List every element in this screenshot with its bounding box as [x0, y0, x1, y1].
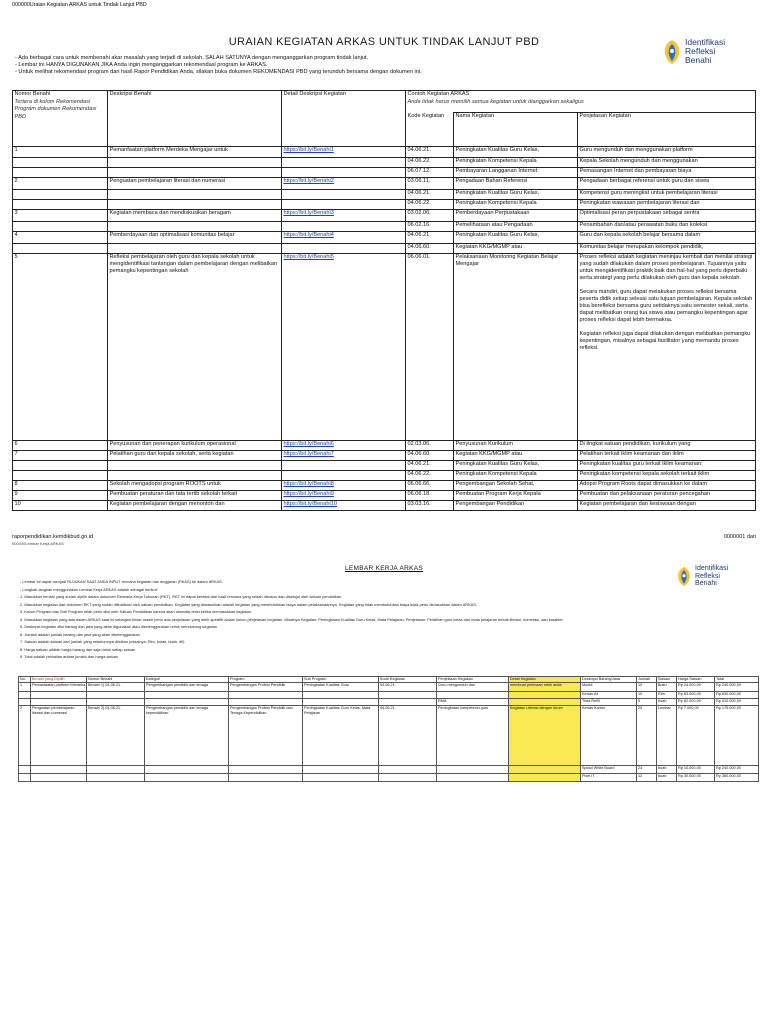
- penjelasan-text: Pembuatan dan pelaksanaan peraturan pencegahan: [579, 491, 711, 497]
- row-number: 6: [13, 441, 108, 451]
- lembar-cell: [379, 766, 437, 774]
- lembar-header-cell: Kategori: [145, 677, 229, 683]
- row-penjelasan: [578, 471, 756, 481]
- header-detail: Detail Deskripsi Kegiatan: [282, 91, 406, 147]
- lembar-cell: Pengembangan pendidik dan tenaga: [145, 683, 229, 692]
- lembar-cell: [303, 692, 379, 699]
- row-nama: Pemberdayaan Perpustakaan: [454, 210, 578, 222]
- lembar-cell: 04.06.21.: [379, 706, 437, 766]
- row-kode: 04.06.21.: [406, 147, 454, 158]
- lembar-cell: [19, 699, 31, 706]
- benahi-link[interactable]: https://bit.ly/Benahi3: [283, 210, 334, 216]
- identifikasi-refleksi-benahi-logo: [676, 565, 760, 595]
- table-row: [13, 451, 756, 461]
- lembar-row: [19, 766, 759, 774]
- row-number: [13, 461, 108, 471]
- table-row: [13, 222, 756, 232]
- penjelasan-text: Peningkatan kompetensi kepala sekolah terkait iklim: [579, 471, 710, 477]
- lembar-header-cell: Harga Satuan: [677, 677, 715, 683]
- note-line: - Ada berbagai cara untuk membenahi akar masalah yang terjadi di sekolah. SALAH SATUNYA dengan menganggarkan program tindak lanjut.: [15, 55, 369, 61]
- page-title: URAIAN KEGIATAN ARKAS UNTUK TINDAK LANJUT PBD: [228, 36, 540, 48]
- lembar-row: [19, 774, 759, 782]
- uraian-table: [12, 90, 756, 511]
- lembar-cell: Rp 7.000,00: [677, 706, 715, 766]
- lembar-header-cell: Sub Program: [303, 677, 379, 683]
- row-detail-cell: [282, 200, 406, 210]
- row-nama: Peningkatan Kompetensi Kepala: [454, 200, 578, 210]
- row-description: [108, 200, 282, 210]
- row-number: 4: [13, 232, 108, 244]
- lembar-cell: buah: [657, 766, 677, 774]
- row-nama: Pengembangan Pendidikan: [454, 501, 578, 511]
- lembar-cell: Peningkatan kompetensi guru: [437, 706, 509, 766]
- lembar-cell: Buku: [657, 683, 677, 692]
- row-kode: 04.06.22.: [406, 471, 454, 481]
- table-row: [13, 441, 756, 451]
- row-description: [108, 222, 282, 232]
- logo-text: Identifikasi Refleksi Benahi: [695, 565, 729, 588]
- row-penjelasan: [578, 168, 756, 178]
- lembar-cell: 2: [19, 706, 31, 766]
- penjelasan-text: Adopsi Program Roots dapat dimasukkan ke dalam: [579, 481, 707, 487]
- row-number: 1: [13, 147, 108, 158]
- lembar-cell: [19, 774, 31, 782]
- table-row: [13, 200, 756, 210]
- lembar-header-cell: No.: [19, 677, 31, 683]
- lembar-header-cell: Detail Kegiatan: [509, 677, 581, 683]
- row-kode: 03.02.06.: [406, 210, 454, 222]
- benahi-link[interactable]: https://bit.ly/Benahi8: [283, 481, 334, 487]
- row-description: [108, 190, 282, 200]
- row-nama: Pengadaan Bahan Referensi: [454, 178, 578, 190]
- row-kode: 06.06.66.: [406, 481, 454, 491]
- row-description: Pemberdayaan dan optimalisasi komunitas belajar: [108, 232, 282, 244]
- row-description: Kegiatan membaca dan mendiskusikan beragam: [108, 210, 282, 222]
- lembar-cell: 5: [637, 699, 657, 706]
- row-detail-cell: [282, 461, 406, 471]
- table-body: [13, 147, 756, 511]
- note-line: - Untuk melihat rekomendasi program dari hasil Rapor Pendidikan Anda, silakan buka dokumen REKOMENDASI PBD yang terunduh bersama dengan dokumen ini.: [15, 69, 422, 76]
- penjelasan-text: Guru dan kepala sekolah belajar bersama dalam: [579, 232, 701, 238]
- row-kode: 04.06.21.: [406, 232, 454, 244]
- row-number: 3: [13, 210, 108, 222]
- benahi-link[interactable]: https://bit.ly/Benahi10: [283, 501, 337, 507]
- lembar-kerja-title: LEMBAR KERJA ARKAS: [344, 565, 423, 572]
- lembar-cell: [509, 699, 581, 706]
- row-nama: Pemeliharaan atau Pengadaan: [454, 222, 578, 232]
- lembar-kerja-table: [18, 676, 759, 782]
- row-detail-cell: [282, 178, 406, 190]
- row-detail-cell: [282, 254, 406, 441]
- penjelasan-text: Guru mengunduh dan menggunakan platform: [579, 147, 693, 153]
- row-description: [108, 461, 282, 471]
- lembar-header-cell: Total: [715, 677, 759, 683]
- row-kode: 06.06.18.: [406, 491, 454, 501]
- row-penjelasan: [578, 232, 756, 244]
- lembar-header-cell: Program: [229, 677, 303, 683]
- lembar-cell: [145, 692, 229, 699]
- instruction-line: 8. Harga satuan adalah harga barang dan saja untuk setiap satuan: [20, 646, 136, 652]
- benahi-link[interactable]: https://bit.ly/Benahi5: [283, 254, 334, 260]
- lembar-cell: Rp 410.000,00: [715, 699, 759, 706]
- row-kode: 06.07.12.: [406, 168, 454, 178]
- lembar-cell: Kegiatan Literasi dengan forum: [509, 706, 581, 766]
- lembar-cell: [509, 774, 581, 782]
- lembar-cell: Rp 10.000,00: [677, 766, 715, 774]
- lembar-cell: [379, 774, 437, 782]
- row-kode: 03.03.16.: [406, 501, 454, 511]
- table-row: [13, 491, 756, 501]
- row-nama: Peningkatan Kompetensi Kepala: [454, 158, 578, 168]
- penjelasan-text: Kegiatan refleksi juga dapat dilakukan dengan melibatkan pemangku kepentingan, misalnya sebagai fasilitator yang memandu proses refleksi.: [579, 331, 751, 351]
- notes: [15, 55, 655, 77]
- lembar-cell: Rp 24.000,00: [677, 683, 715, 692]
- logo-text: Identifikasi Refleksi Benahi: [685, 37, 726, 65]
- table-row: [13, 147, 756, 158]
- row-penjelasan: [578, 451, 756, 461]
- lembar-cell: Rp 175.000,00: [715, 706, 759, 766]
- instruction-line: 3. Kolom Program dan Sub Program telah perlu diisi oleh Satuan Pendidikan karena akan otomatis terisi ketika memasukkan kegiatan.: [20, 609, 253, 614]
- table-row: [13, 232, 756, 244]
- row-number: 5: [13, 254, 108, 441]
- row-detail-cell: [282, 168, 406, 178]
- penjelasan-text: Pelatihan terkait iklim keamanan dan iklim: [579, 451, 684, 457]
- row-description: Penyusunan dan penerapan kurikulum operasional: [108, 441, 282, 451]
- benahi-link[interactable]: https://bit.ly/Benahi9: [283, 491, 334, 497]
- row-description: Pembuatan peraturan dan tata tertib sekolah terkait: [108, 491, 282, 501]
- lembar-cell: [87, 774, 145, 782]
- instruction-line: 2. Masukkan kegiatan dari dokumen RKT yang sudah difinalisasi oleh satuan pendidikan. Kegiatan yang dimasukkan adalah kegiatan yang membutuhkan biaya dalam pelaksanaannya. Kegiatan yang tidak membutuhkan biaya tidak perlu dimasukkan dalam ARKAS.: [20, 601, 477, 607]
- lembar-row: [19, 699, 759, 706]
- lembar-cell: Peningkatan Kualitas Guru Kelas, Mata Pelajaran: [303, 706, 379, 766]
- row-nama: Peningkatan Kompetensi Kepala: [454, 471, 578, 481]
- row-nama: Pengembangan Sekolah Sehat,: [454, 481, 578, 491]
- row-nama: Pembuatan Program Kerja Kepala: [454, 491, 578, 501]
- table-row: [13, 158, 756, 168]
- lembar-cell: [31, 774, 87, 782]
- lembar-cell: [229, 774, 303, 782]
- lembar-cell: Kertas A4: [581, 692, 637, 699]
- lembar-cell: Benahi 2) 04.06.21.: [87, 706, 145, 766]
- instruction-line: 4. Masukkan kegiatan yang ada dalam ARKAS saat ini sebagian besar masih perlu ada penjelasan yang lebih spesifik dalam kolom penjelasan kegiatan. Misalnya Kegiatan: Peningkatan Kualitas Guru Kelas, Mata Pelajaran; Penjelasan: Pelatihan guru kelas dan mata pelajaran terkait literasi, numerasi, dan karakter.: [20, 616, 564, 622]
- row-description: Penguatan pembelajaran literasi dan numerasi: [108, 178, 282, 190]
- lembar-cell: [229, 692, 303, 699]
- lembar-cell: [87, 766, 145, 774]
- row-penjelasan: [578, 491, 756, 501]
- row-number: 9: [13, 491, 108, 501]
- row-number: 2: [13, 178, 108, 190]
- penjelasan-text: Secara mandiri, guru dapat melakukan proses refleksi bersama peserta didik setiap selesai satu tujuan pembelajaran. Kepala sekolah bisa berefleksi bersama guru setidaknya satu semester sekali, serta dapat melibatkan orang tua siswa atau pemangku kepentingan agar proses refleksi dapat lebih bermakna.: [579, 289, 753, 323]
- footer-url[interactable]: raporpendidikan.kemdikbud.go.id: [12, 534, 94, 540]
- instruction-line: 5. Deskripsi kegiatan diisi barang dan jasa yang akan digunakan atau diselenggarakan untuk mendukung kegiatan: [20, 624, 218, 629]
- penjelasan-text: Kepala Sekolah mengunduh dan menggunakan: [579, 158, 698, 164]
- lembar-cell: Lembar: [657, 706, 677, 766]
- penjelasan-text: Komunitas belajar merupakan kelompok pendidik,: [579, 244, 704, 250]
- penjelasan-text: Pengadaan berbagai referensi untuk guru dan siswa: [579, 178, 710, 184]
- penjelasan-text: Di tingkat satuan pendidikan, kurikulum yang: [579, 441, 691, 447]
- row-number: 8: [13, 481, 108, 491]
- row-penjelasan: [578, 244, 756, 254]
- row-description: [108, 244, 282, 254]
- instruction-line: - Lembar ini dapat menjadi RUJUKAN SAAT ANDA INPUT rencana kegiatan dan anggaran (RKAS) ke dalam ARKAS.: [20, 579, 223, 584]
- lembar-instructions: [20, 578, 680, 661]
- instruction-line: 1. Masukkan benahi yang sudah dipilih dalam dokumen Rencana Kerja Tahunan (RKT). RKT ini dapat berasal dari hasil rencana yang sudah disusun dan disetujui oleh satuan pendidikan.: [20, 594, 343, 599]
- lembar-cell: Pengembangan Profesi Pendidik: [229, 683, 303, 692]
- lembar-body: [19, 683, 759, 782]
- row-detail-cell: [282, 501, 406, 511]
- row-nama: Kegiatan KKG/MGMP atau: [454, 451, 578, 461]
- row-penjelasan: [578, 178, 756, 190]
- penjelasan-text: Kompetensi guru meningkat untuk pembelajaran literasi: [579, 190, 718, 196]
- penjelasan-text: Kegiatan pembelajaran dan kesiswaan dengan: [579, 501, 696, 507]
- lembar-cell: 10: [637, 683, 657, 692]
- lembar-header-cell: Kode Kegiatan: [379, 677, 437, 683]
- lembar-cell: Rp 240.000,00: [715, 683, 759, 692]
- row-kode: 06.06.01.: [406, 254, 454, 441]
- lembar-cell: Penguatan pembelajaran literasi dan numerasi: [31, 706, 87, 766]
- row-detail-cell: [282, 147, 406, 158]
- row-kode: 02.03.06.: [406, 441, 454, 451]
- row-description: Sekolah mengadopsi program ROOTS untuk: [108, 481, 282, 491]
- lembar-cell: [31, 692, 87, 699]
- note-line: - Lembar ini HANYA DIGUNAKAN JIKA Anda ingin menganggarkan rekomendasi program ke ARKAS.: [15, 62, 268, 69]
- lembar-header-cell: Benahi yang Dipilih: [31, 677, 87, 683]
- penjelasan-text: Peningkatan kualitas guru terkait iklim keamanan:: [579, 461, 703, 467]
- lembar-cell: [19, 766, 31, 774]
- row-detail-cell: [282, 222, 406, 232]
- benahi-link[interactable]: https://bit.ly/Benahi1: [283, 147, 334, 153]
- lembar-cell: Modul: [581, 683, 637, 692]
- row-description: [108, 158, 282, 168]
- row-kode: 04.06.21.: [406, 190, 454, 200]
- lembar-cell: [145, 699, 229, 706]
- lembar-header-cell: Nomor Benahi: [87, 677, 145, 683]
- table-row: [13, 244, 756, 254]
- row-nama: Peningkatan Kualitas Guru Kelas,: [454, 190, 578, 200]
- row-penjelasan: [578, 461, 756, 471]
- row-detail-cell: [282, 481, 406, 491]
- benahi-link[interactable]: https://bit.ly/Benahi7: [283, 451, 334, 457]
- row-penjelasan: [578, 254, 756, 441]
- row-penjelasan: [578, 147, 756, 158]
- penjelasan-text: Pemasangan Internet dan pembayaran biaya: [579, 168, 692, 174]
- row-kode: 04.06.21.: [406, 461, 454, 471]
- lembar-cell: Rp 82.000,00: [677, 699, 715, 706]
- row-number: [13, 471, 108, 481]
- lembar-cell: Pixel IT: [581, 774, 637, 782]
- lembar-cell: buah: [657, 699, 677, 706]
- lembar-cell: Rp 240.000,00: [715, 766, 759, 774]
- table-row: [13, 254, 756, 441]
- lembar-cell: [437, 766, 509, 774]
- row-detail-cell: [282, 158, 406, 168]
- header-penjelasan: Penjelasan Kegiatan: [578, 113, 756, 147]
- instruction-line: 7. Satuan adalah satuan dari jumlah yang sebelumnya diisikan (misalnya: Rim, kotak, buah, dll): [20, 639, 185, 644]
- row-penjelasan: [578, 200, 756, 210]
- lembar-cell: Spidol White Board: [581, 766, 637, 774]
- lembar-cell: 24: [637, 766, 657, 774]
- row-number: [13, 222, 108, 232]
- identifikasi-refleksi-benahi-logo: [662, 38, 758, 72]
- footer-page: 0000001 dari: [723, 534, 756, 540]
- row-penjelasan: [578, 501, 756, 511]
- lembar-cell: [303, 774, 379, 782]
- lembar-cell: [303, 766, 379, 774]
- row-detail-cell: [282, 451, 406, 461]
- lembar-header-cell: Deskripsi Barang/Jasa: [581, 677, 637, 683]
- document-code: 000000Uraian Kegiatan ARKAS untuk Tindak Lanjut PBD: [12, 2, 147, 8]
- row-detail-cell: [282, 441, 406, 451]
- table-row: [13, 178, 756, 190]
- lembar-cell: Peningkatan Kualitas Guru: [303, 683, 379, 692]
- header-nama: Nama Kegiatan: [454, 113, 578, 147]
- lembar-cell: [229, 699, 303, 706]
- row-nama: Peningkatan Kualitas Guru Kelas,: [454, 232, 578, 244]
- lembar-cell: [509, 692, 581, 699]
- footer-sub: 000000Lembar Kerja ARKAS: [12, 541, 64, 546]
- lembar-row: [19, 683, 759, 692]
- row-penjelasan: [578, 441, 756, 451]
- benahi-link[interactable]: https://bit.ly/Benahi2: [283, 178, 334, 184]
- row-penjelasan: [578, 481, 756, 491]
- table-header: [13, 91, 756, 113]
- row-nama: Pembayaran Langganan Internet: [454, 168, 578, 178]
- table-row: [13, 481, 756, 491]
- lembar-cell: 25: [637, 706, 657, 766]
- lembar-cell: [31, 766, 87, 774]
- row-number: [13, 158, 108, 168]
- row-description: Kegiatan pembelajaran dengan menonton dan: [108, 501, 282, 511]
- row-nama: Peningkatan Kualitas Guru Kelas,: [454, 147, 578, 158]
- lembar-cell: membuat perimaan rubik anda: [509, 683, 581, 692]
- lembar-cell: Rp 360.000,00: [715, 774, 759, 782]
- lembar-cell: Rp 63.000,00: [677, 692, 715, 699]
- header-contoh: Contoh Kegiatan ARKAS Anda tidak harus memilih semua kegiatan untuk dianggarkan sekaligus: [406, 91, 756, 113]
- table-row: [13, 471, 756, 481]
- lembar-cell: [145, 774, 229, 782]
- lembar-row: [19, 706, 759, 766]
- row-kode: 06.02.16.: [406, 222, 454, 232]
- row-detail-cell: [282, 244, 406, 254]
- row-kode: 04.06.60.: [406, 451, 454, 461]
- lembar-cell: [145, 766, 229, 774]
- row-nama: Penyusunan Kurikulum: [454, 441, 578, 451]
- instruction-line: - Langkah-langkah menggunakan Lembar Kerja ARKAS adalah sebagai berikut:: [20, 586, 158, 592]
- lembar-cell: RMA: [437, 699, 509, 706]
- row-kode: 04.06.60.: [406, 244, 454, 254]
- row-detail-cell: [282, 210, 406, 222]
- row-penjelasan: [578, 210, 756, 222]
- lembar-cell: Pengembangan pendidik dan tenaga kependidikan: [145, 706, 229, 766]
- row-number: 7: [13, 451, 108, 461]
- row-detail-cell: [282, 190, 406, 200]
- table-row: [13, 501, 756, 511]
- header-kode: Kode Kegiatan: [406, 113, 454, 147]
- lembar-cell: [437, 774, 509, 782]
- row-description: [108, 168, 282, 178]
- penjelasan-text: Peningkatan wawasan pembelajaran literasi dan: [579, 200, 700, 206]
- row-number: [13, 168, 108, 178]
- row-kode: 04.06.22.: [406, 158, 454, 168]
- row-nama: Peningkatan Kualitas Guru Kelas,: [454, 461, 578, 471]
- lembar-cell: Pengembangan Profesi Pendidik dan Tenaga Kependidikan: [229, 706, 303, 766]
- lembar-cell: [379, 699, 437, 706]
- lembar-header-cell: Satuan: [657, 677, 677, 683]
- row-kode: 03.06.11.: [406, 178, 454, 190]
- penjelasan-text: Proses refleksi adalah kegiatan meninjau kembali dan menilai strategi yang sudah dilakukan dalam proses pembelajaran. Tujuannya yaitu untuk mengidentifikasi praktik baik dan hal-hal yang perlu diperbaiki serta strategi yang perlu dilakukan oleh guru dan kepala sekolah.: [579, 254, 753, 281]
- row-description: Pemanfaatan platform Merdeka Mengajar untuk: [108, 147, 282, 158]
- row-nama: Pelaksanaan Monitoring Kegiatan Belajar Mengajar: [454, 254, 578, 441]
- row-kode: 04.06.22.: [406, 200, 454, 210]
- row-description: Pelatihan guru dan kepala sekolah, serta kegiatan: [108, 451, 282, 461]
- row-number: [13, 190, 108, 200]
- table-row: [13, 168, 756, 178]
- lembar-cell: [229, 766, 303, 774]
- lembar-cell: Pemanfaatan platform Merdeka: [31, 683, 87, 692]
- lembar-header-cell: Jumlah: [637, 677, 657, 683]
- header-deskripsi: Deskripsi Benahi: [108, 91, 282, 147]
- logo-emblem-icon: [662, 39, 682, 65]
- lembar-cell: 10: [637, 692, 657, 699]
- lembar-cell: Benahi 1) 04.06.21.: [87, 683, 145, 692]
- lembar-cell: Rim: [657, 692, 677, 699]
- table-row: [13, 461, 756, 471]
- lembar-cell: 12: [637, 774, 657, 782]
- penjelasan-text: Optimalisasi peran perpustakaan sebagai sentra: [579, 210, 700, 216]
- lembar-cell: [87, 699, 145, 706]
- row-number: 10: [13, 501, 108, 511]
- lembar-cell: [379, 692, 437, 699]
- row-detail-cell: [282, 232, 406, 244]
- lembar-cell: Guru mengunduh dan: [437, 683, 509, 692]
- lembar-cell: [87, 692, 145, 699]
- row-description: Refleksi pembelajaran oleh guru dan kepala sekolah untuk mengidentifikasi tantangan dalam pembelajaran dengan melibatkan pemangku kepentingan sekolah: [108, 254, 282, 441]
- lembar-cell: Rp 30.000,00: [677, 774, 715, 782]
- lembar-cell: [437, 692, 509, 699]
- lembar-row: [19, 692, 759, 699]
- row-penjelasan: [578, 158, 756, 168]
- row-nama: Kegiatan KKG/MGMP atau: [454, 244, 578, 254]
- row-number: [13, 244, 108, 254]
- row-description: [108, 471, 282, 481]
- lembar-cell: [31, 699, 87, 706]
- row-detail-cell: [282, 491, 406, 501]
- lembar-cell: 1: [19, 683, 31, 692]
- row-penjelasan: [578, 190, 756, 200]
- lembar-cell: Rp 630.000,00: [715, 692, 759, 699]
- header-nomor: Nomor Benahi Tertera di kolom Rekomendasi Program dokumen Rekomendasi PBD: [13, 91, 108, 147]
- row-number: [13, 200, 108, 210]
- lembar-cell: [509, 766, 581, 774]
- penjelasan-text: Penambahan dan/atau perawatan buku dan koleksi: [579, 222, 708, 228]
- lembar-cell: buah: [657, 774, 677, 782]
- lembar-cell: Tinta Refill: [581, 699, 637, 706]
- lembar-cell: 04.06.21.: [379, 683, 437, 692]
- lembar-header-cell: Penjelasan Kegiatan: [437, 677, 509, 683]
- benahi-link[interactable]: https://bit.ly/Benahi6: [283, 441, 334, 447]
- instruction-line: 6. Jumlah adalah jumlah barang dan jasa yang akan diselenggarakan: [20, 631, 140, 637]
- row-detail-cell: [282, 471, 406, 481]
- table-row: [13, 190, 756, 200]
- lembar-cell: [303, 699, 379, 706]
- row-penjelasan: [578, 222, 756, 232]
- benahi-link[interactable]: https://bit.ly/Benahi4: [283, 232, 334, 238]
- lembar-cell: Kertas Karton: [581, 706, 637, 766]
- lembar-cell: [19, 692, 31, 699]
- table-row: [13, 210, 756, 222]
- instruction-line: 9. Total adalah perkalian antara jumlah dan harga satuan: [20, 654, 119, 659]
